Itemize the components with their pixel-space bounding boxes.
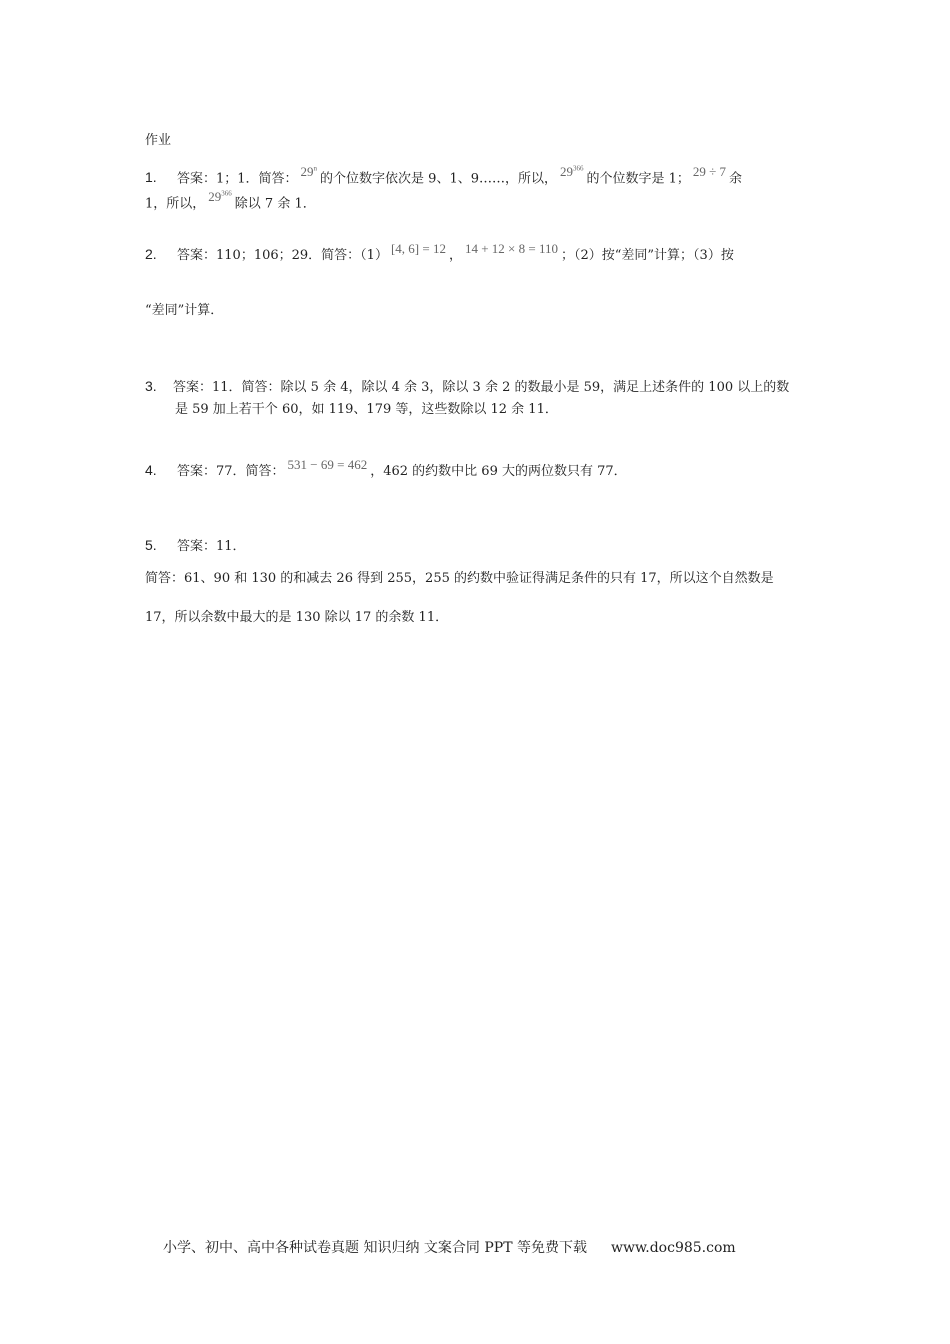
q2-text-1: 答案：110；106；29．简答：（1） (177, 248, 388, 263)
footer (163, 1237, 736, 1257)
q1-text-1: 答案：1；1．简答： (177, 171, 298, 187)
q3-line-1 (145, 377, 789, 397)
q4-text-2: ，462 的约数中比 69 大的两位数只有 77． (370, 464, 627, 479)
q5-number: 5. (145, 537, 157, 553)
q4-line-1 (145, 457, 627, 481)
q2-number: 2. (145, 246, 157, 262)
q3-line-2: 是 59 加上若干个 60，如 119、179 等，这些数除以 12 余 11． (175, 402, 558, 417)
q5-text-1: 答案：11． (177, 539, 246, 554)
q2-math-1: [4, 6] = 12 (390, 241, 446, 256)
footer-text: 小学、初中、高中各种试卷真题 知识归纳 文案合同 PPT 等免费下载 (163, 1240, 587, 1256)
q3-text-1: 答案：11．简答：除以 5 余 4，除以 4 余 3，除以 3 余 2 的数最小是 59，满足上述条件的 100 以上的数 (173, 380, 790, 395)
q1-number: 1. (145, 169, 157, 186)
q4-math-1: 531 − 69 = 462 (287, 457, 368, 472)
q1-math-1: 29$^n$ (300, 164, 318, 180)
q4-text-1: 答案：77．简答： (177, 464, 285, 479)
q5-line-3: 17，所以余数中最大的是 130 除以 17 的余数 11． (145, 610, 449, 625)
q1-text-2: 的个位数字依次是 9、1、9……，所以， (320, 171, 557, 187)
q2-text-3: ；（2）按“差同”计算；（3）按 (560, 248, 734, 263)
q2-text-2: ， (448, 248, 462, 263)
q1-math-2: $29^{366}$ (560, 164, 584, 180)
q1-text-5: 1，所以， (145, 196, 206, 212)
q2-line-2: “差同”计算． (145, 303, 224, 318)
q1-math-4: $29^{366}$ (208, 189, 232, 205)
q5-line-1 (145, 536, 246, 556)
q2-line-1 (145, 241, 734, 265)
q1-line-2 (145, 191, 316, 213)
section-title: 作业 (145, 133, 172, 148)
q1-text-6: 除以 7 余 1． (234, 196, 316, 212)
q2-math-2: 14 + 12 × 8 = 110 (464, 241, 558, 256)
q1-text-3: 的个位数字是 1； (586, 171, 690, 187)
q4-number: 4. (145, 462, 157, 478)
q1-math-3: 29 ÷ 7 (692, 164, 727, 180)
q1-line-1 (145, 166, 742, 188)
footer-url: www.doc985.com (610, 1240, 736, 1256)
q5-line-2: 简答：61、90 和 130 的和减去 26 得到 255，255 的约数中验证得满足条件的只有 17，所以这个自然数是 (145, 571, 774, 586)
q3-number: 3. (145, 378, 157, 394)
q1-text-4: 余 (729, 171, 743, 187)
